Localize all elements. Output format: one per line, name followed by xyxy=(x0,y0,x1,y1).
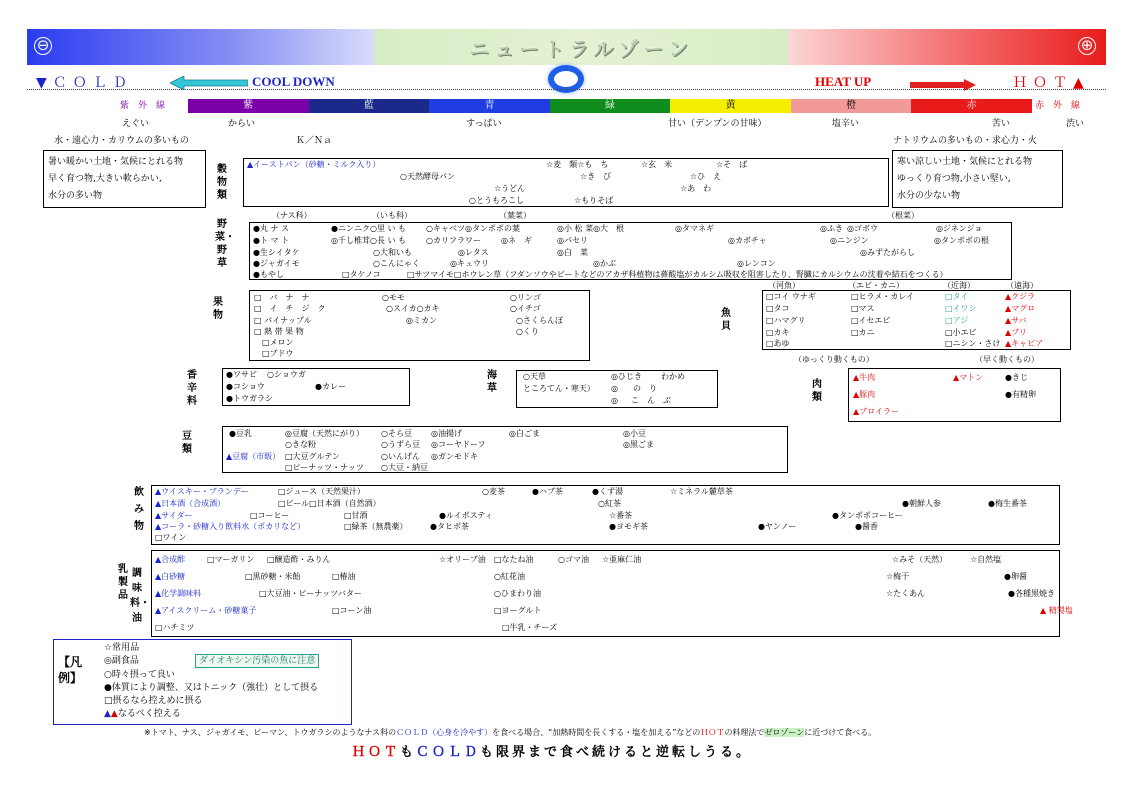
food-item: ○大豆・納豆 xyxy=(381,463,428,472)
food-item: ◎ネ ギ xyxy=(501,236,532,245)
drinks-box xyxy=(151,485,1060,545)
food-item: □イワシ xyxy=(945,304,977,313)
category-seaweed: 海草 xyxy=(487,370,497,394)
food-item: ●ルイボスティ xyxy=(439,511,493,520)
fish-group-label: （河魚） xyxy=(768,281,800,290)
hot-climate-box xyxy=(892,150,1063,208)
food-item: ▲牛肉 xyxy=(853,373,876,382)
food-item: ●トウガラシ xyxy=(226,394,273,403)
food-item: ●ジャガイモ xyxy=(253,259,300,268)
hot-zone xyxy=(788,29,1106,65)
axis-right: ナトリウムの多いもの・求心力・火 xyxy=(893,136,1037,146)
food-item: ◎レンコン xyxy=(737,259,776,268)
food-item: □大豆油・ピーナッツバター xyxy=(259,589,362,598)
food-item: ○うずら豆 xyxy=(381,440,420,449)
taste-label: 苦い xyxy=(992,119,1011,129)
food-item: ●ヨモギ茶 xyxy=(609,522,648,531)
food-item: ●きじ xyxy=(1005,373,1028,382)
dotted-divider xyxy=(27,89,1106,90)
box-line: ゆっくり育つ物,小さい堅い, xyxy=(897,174,1011,184)
food-item: ☆たくあん xyxy=(886,589,926,598)
food-item: ◎キュウリ xyxy=(450,259,489,268)
spice-box xyxy=(222,368,410,406)
food-item: ○紅花油 xyxy=(494,572,525,581)
fish-box xyxy=(762,290,1071,350)
food-item: ☆亜麻仁油 xyxy=(602,555,642,564)
ir-label: 赤 外 線 xyxy=(1035,101,1081,111)
cold-zone xyxy=(27,29,374,65)
condiments-box xyxy=(151,550,1073,637)
food-item: ◎ひじき xyxy=(611,372,642,381)
food-item: ○天然酵母パン xyxy=(400,172,455,181)
food-item: □ヒラメ・カレイ xyxy=(851,292,914,301)
food-item: ●豆乳 xyxy=(229,429,252,438)
food-item: ▲ウイスキー・ブランデー xyxy=(155,487,249,496)
food-item: □ピーナッツ・ナッツ xyxy=(285,463,364,472)
food-item: ◎黒ごま xyxy=(623,440,654,449)
food-item: □緑茶（無農薬） xyxy=(344,522,408,531)
food-item: ○くり xyxy=(516,327,539,336)
food-item: □タイ xyxy=(945,292,969,301)
food-item: ○ゴマ油 xyxy=(558,555,589,564)
category-fruit: 果物 xyxy=(213,297,223,321)
plus-icon: ⊕ xyxy=(1078,37,1096,55)
food-item: □コイ ウナギ xyxy=(766,292,816,301)
food-item: ●くず湯 xyxy=(592,487,623,496)
food-item: ▲クジラ xyxy=(1005,292,1036,301)
taste-label: 甘い（デンプンの甘味） xyxy=(668,119,767,129)
food-item: ○紅茶 xyxy=(598,499,621,508)
taste-label: えぐい xyxy=(122,119,150,129)
food-item: □醸造酢・みりん xyxy=(267,555,331,564)
food-item: の り xyxy=(633,384,657,393)
taste-label: 塩辛い xyxy=(832,119,860,129)
food-item: ○こんにゃく xyxy=(373,259,420,268)
beans-box xyxy=(222,426,788,473)
band-blue: 青 xyxy=(429,99,550,113)
food-item: ▲豚肉 xyxy=(853,390,876,399)
food-item: ●タンポポコーヒー xyxy=(832,511,903,520)
cool-down-label: COOL DOWN xyxy=(252,74,335,89)
food-item: ○ショウガ xyxy=(267,370,306,379)
food-item: ●コショウ xyxy=(226,382,265,391)
food-item: ▲ブロイラー xyxy=(853,407,899,416)
food-item: ▲マトン xyxy=(953,373,984,382)
legend-item: ○時々摂って良い xyxy=(104,669,175,680)
category-vegetables: 野菜・野草 xyxy=(215,219,235,269)
food-item: ○大和いも xyxy=(373,248,412,257)
category-fish: 魚貝 xyxy=(721,308,731,332)
food-item: ◎ジネンジョ xyxy=(936,224,983,233)
food-item: □ バ ナ ナ xyxy=(254,293,310,302)
food-item: □椿油 xyxy=(332,572,356,581)
food-item: ●ニンニク○里 い も xyxy=(331,224,407,233)
food-item: ☆あ わ xyxy=(680,184,712,193)
food-item: □サツマイモ□ホウレン草（フダンソウやビートなどのアカザ科植物は蓚酸塩がカルシム吸収を阻害したり、腎臓にカルシウムの沈着や結石をつくる） xyxy=(407,270,948,279)
food-item: ○きな粉 xyxy=(285,440,316,449)
food-item: ●カレー xyxy=(315,382,346,391)
food-item: □マーガリン xyxy=(207,555,255,564)
food-item: ▲サイダー xyxy=(155,511,193,520)
food-item: □タケノコ xyxy=(342,270,381,279)
taste-label: 渋い xyxy=(1066,119,1085,129)
heat-arrow-icon xyxy=(910,76,976,95)
gradient-bar xyxy=(27,29,1106,65)
food-item: ◎ニンジン xyxy=(830,236,869,245)
food-item: ●各種黒焼き xyxy=(1008,589,1055,598)
food-item: ▲アイスクリーム・砂糖菓子 xyxy=(155,606,257,615)
food-item: ○天草 xyxy=(523,372,546,381)
veg-group-label: （ナス科） xyxy=(272,211,312,220)
food-item: ▲化学調味料 xyxy=(155,589,202,598)
food-item: ●もやし xyxy=(253,270,284,279)
food-item: ▲白砂糖 xyxy=(155,572,186,581)
bottom-warning: ＨＯＴもＣＯＬＤも限界まで食べ続けると逆転しうる。 xyxy=(352,745,753,760)
food-item: □なたね油 xyxy=(494,555,534,564)
category-beans: 豆類 xyxy=(182,431,192,455)
food-item: ○モモ xyxy=(382,293,405,302)
food-item: ◎白 菜 xyxy=(557,248,588,257)
meat-group-label: （早く動くもの） xyxy=(975,355,1039,364)
food-item: □小エビ xyxy=(945,328,977,337)
food-item: □黒砂糖・米飴 xyxy=(245,572,301,581)
legend-item: ☆常用品 xyxy=(104,643,140,653)
category-condiments: 調味料・油 xyxy=(130,568,150,624)
legend-title: 【凡例】 xyxy=(58,655,83,685)
food-item: ○いんげん xyxy=(381,452,420,461)
food-item: ◎油揚げ xyxy=(431,429,462,438)
band-indigo: 藍 xyxy=(309,99,430,113)
food-item: ●ワサビ xyxy=(226,370,257,379)
food-item: ●タヒボ茶 xyxy=(430,522,469,531)
legend-item: □摂るなら控えめに摂る xyxy=(104,696,203,707)
category-drinks: 飲み物 xyxy=(134,487,144,532)
food-item: ●ハブ茶 xyxy=(532,487,563,496)
food-item: ☆うどん xyxy=(494,184,526,193)
legend-box xyxy=(53,639,352,725)
band-orange: 橙 xyxy=(791,99,912,113)
food-item: ◎ゴボウ xyxy=(847,224,878,233)
food-item: □ブドウ xyxy=(262,349,294,358)
seaweed-box xyxy=(516,370,718,408)
food-item: ☆き び xyxy=(580,172,612,181)
food-item: ◎ xyxy=(611,396,618,405)
food-item: □あゆ xyxy=(766,339,790,348)
food-item: ▲イーストパン（砂糖・ミルク入り） xyxy=(247,160,381,169)
food-item: ○ひまわり油 xyxy=(494,589,541,598)
food-item: □ジュース（天然果汁） xyxy=(278,487,365,496)
food-item: □ビール□日本酒（自然酒） xyxy=(278,499,381,508)
nightshade-note: ※トマト、ナス、ジャガイモ、ピーマン、トウガラシのようなナス科のＣＯＬＤ（心身を冷やす）を食べる場合、“加熱時間を長くする・塩を加える”などのＨＯＴの料理法でゼロゾーンに近づけて食べる。 xyxy=(144,728,877,737)
food-item: ●有精卵 xyxy=(1005,390,1036,399)
food-item: こ ん ぶ xyxy=(631,396,671,405)
food-item: ▲ 精製塩 xyxy=(1040,606,1073,615)
taste-label: からい xyxy=(228,119,256,129)
food-item: ●梅生番茶 xyxy=(988,499,1027,508)
box-line: 早く育つ物,大きい軟らかい, xyxy=(48,174,162,184)
food-item: ●生シイタケ xyxy=(253,248,300,257)
food-item: ☆ひ え xyxy=(690,172,722,181)
food-item: ○カリフラワー xyxy=(426,236,481,245)
food-item: ●ヤンノー xyxy=(758,522,797,531)
food-item: □牛乳・チーズ xyxy=(502,623,558,632)
food-item: ●ト マ ト xyxy=(253,236,290,245)
food-item: □ パイナップル xyxy=(254,316,312,325)
food-item: ◎パセリ xyxy=(557,236,588,245)
minus-icon: ⊖ xyxy=(34,37,52,55)
food-item: ◎小 松 菜◎大 根 xyxy=(557,224,625,233)
food-item: ▲豆腐（市販） xyxy=(226,452,281,461)
meat-group-label: （ゆっくり動くもの） xyxy=(794,355,874,364)
veg-group-label: （いも科） xyxy=(372,211,412,220)
food-item: ◎みずたがらし xyxy=(860,248,915,257)
legend-item: ◎副食品 xyxy=(104,656,139,667)
food-item: □ヨーグルト xyxy=(494,606,542,615)
food-item: ○キャベツ◎タンポポの葉 xyxy=(426,224,520,233)
food-item: ◎ふき xyxy=(820,224,843,233)
cool-arrow-icon xyxy=(170,75,248,94)
fish-group-label: （近海） xyxy=(943,281,975,290)
food-item: ◎タマネギ xyxy=(675,224,714,233)
food-item: □ 熱 帯 果 物 xyxy=(254,327,304,336)
food-item: □マス xyxy=(851,304,875,313)
food-item: ○イチゴ xyxy=(510,304,541,313)
food-item: □ イ チ ジ ク xyxy=(254,304,326,313)
food-item: ▲日本酒（合成酒） xyxy=(155,499,226,508)
food-item: ○そら豆 xyxy=(381,429,412,438)
food-item: ▲キャビア xyxy=(1005,339,1044,348)
color-spectrum xyxy=(188,99,1032,113)
food-item: □大豆グルテン xyxy=(285,452,340,461)
fish-group-label: （エビ・カニ） xyxy=(848,281,904,290)
category-dairy: 乳製品 xyxy=(118,564,128,601)
vegetable-box xyxy=(249,222,1012,280)
food-item: ☆ミネラル麓草茶 xyxy=(670,487,733,496)
food-item: ◎ミカン xyxy=(406,316,437,325)
food-item: ◎小豆 xyxy=(623,429,646,438)
food-item: ◎千し椎茸○長 い も xyxy=(331,236,407,245)
food-item: ○さくらんぼ xyxy=(516,316,563,325)
food-item: ▲コーラ・砂糖入り飲料水（ポカリなど） xyxy=(155,522,306,531)
food-item: ◎レタス xyxy=(458,248,489,257)
food-item: □ハチミツ xyxy=(155,623,195,632)
food-item: ○麦茶 xyxy=(482,487,505,496)
food-item: □ニシン・さけ xyxy=(945,339,1001,348)
uv-label: 紫 外 線 xyxy=(120,101,166,111)
band-green: 緑 xyxy=(550,99,671,113)
food-item: ◎カボチャ xyxy=(728,236,767,245)
food-item: ○スイカ○カキ xyxy=(386,304,440,313)
food-item: ☆麦 類☆も ち xyxy=(546,160,609,169)
neutral-title: ニュートラルゾーン xyxy=(469,36,693,61)
food-item: ☆オリーブ油 xyxy=(439,555,486,564)
legend-item: ▲▲なるべく控える xyxy=(104,709,181,720)
food-item: ●朝鮮人参 xyxy=(902,499,941,508)
dioxin-warning: ダイオキシン汚染の魚に注意 xyxy=(195,654,319,668)
food-item: □メロン xyxy=(262,338,294,347)
category-grain: 穀物類 xyxy=(217,164,227,201)
box-line: 水分の少ない物 xyxy=(897,191,961,201)
food-item: □ハマグリ xyxy=(766,316,806,325)
food-item: ◎豆腐（天然にがり） xyxy=(285,429,364,438)
food-item: ○とうもろこし xyxy=(469,196,524,205)
food-item: ☆自然塩 xyxy=(970,555,1002,564)
food-item: ☆みそ（天然） xyxy=(892,555,948,564)
food-item: ●卵醤 xyxy=(1004,572,1027,581)
food-item: □タコ xyxy=(766,304,790,313)
axis-mid: Ｋ／Ｎａ xyxy=(296,136,333,146)
food-item: □コーン油 xyxy=(332,606,372,615)
legend-text: なるべく控える xyxy=(117,709,181,720)
band-red: 赤 xyxy=(911,99,1032,113)
food-item: ◎コーヤドーフ xyxy=(431,440,486,449)
food-item: ▲ブリ xyxy=(1005,328,1027,337)
food-item: ☆玄 米 xyxy=(641,160,673,169)
cold-label: ▼ＣＯＬＤ xyxy=(36,75,133,91)
meat-box xyxy=(848,368,1061,422)
food-item: ○リンゴ xyxy=(510,293,541,302)
band-yellow: 黄 xyxy=(670,99,791,113)
food-item: □ワイン xyxy=(155,533,187,542)
food-item: ▲マグロ xyxy=(1005,304,1036,313)
category-meat: 肉類 xyxy=(812,379,822,403)
food-item: ▲合成酢 xyxy=(155,555,186,564)
hot-label: ＨＯＴ▲ xyxy=(1013,75,1090,91)
box-line: 暑い暖かい土地・気候にとれる物 xyxy=(48,157,184,167)
veg-group-label: （葉菜） xyxy=(499,211,531,220)
food-item: □カキ xyxy=(766,328,790,337)
food-item: ●醤香 xyxy=(855,522,878,531)
grain-box xyxy=(243,158,889,207)
fruit-box xyxy=(249,290,590,361)
food-item: ☆梅干 xyxy=(886,572,910,581)
food-item: わかめ xyxy=(661,372,685,381)
food-item: ☆そ ば xyxy=(716,160,748,169)
food-item: ◎ガンモドキ xyxy=(431,452,478,461)
fish-group-label: （遠海） xyxy=(1006,281,1038,290)
band-violet: 紫 xyxy=(188,99,309,113)
food-item: ◎かぶ xyxy=(593,259,616,268)
food-item: □カニ xyxy=(851,328,875,337)
food-item: ◎タンポポの根 xyxy=(934,236,989,245)
legend-item: ●体質により調整、又はトニック（強壮）として摂る xyxy=(104,682,319,693)
food-item: □イセエビ xyxy=(851,316,891,325)
axis-left: 水・遠心力・カリウムの多いもの xyxy=(54,136,189,146)
category-spice: 香辛料 xyxy=(187,370,197,407)
food-item: ところてん・寒天） xyxy=(523,384,595,393)
heat-up-label: HEAT UP xyxy=(815,74,872,89)
food-item: ☆番茶 xyxy=(609,511,633,520)
food-item: □甘酒 xyxy=(344,511,368,520)
food-item: ▲サバ xyxy=(1005,316,1027,325)
food-item: □アジ xyxy=(945,316,969,325)
food-item: ☆もりそば xyxy=(574,196,614,205)
taste-label: すっぱい xyxy=(466,119,502,129)
food-item: ◎白ごま xyxy=(509,429,540,438)
cold-climate-box xyxy=(43,150,206,208)
veg-group-label: （根菜） xyxy=(887,211,919,220)
food-item: ●丸 ナ ス xyxy=(253,224,290,233)
box-line: 寒い涼しい土地・気候にとれる物 xyxy=(897,157,1033,167)
box-line: 水分の多い物 xyxy=(48,191,103,201)
food-item: ◎ xyxy=(611,384,618,393)
food-item: □コーヒー xyxy=(250,511,290,520)
neutral-zone xyxy=(374,29,788,65)
